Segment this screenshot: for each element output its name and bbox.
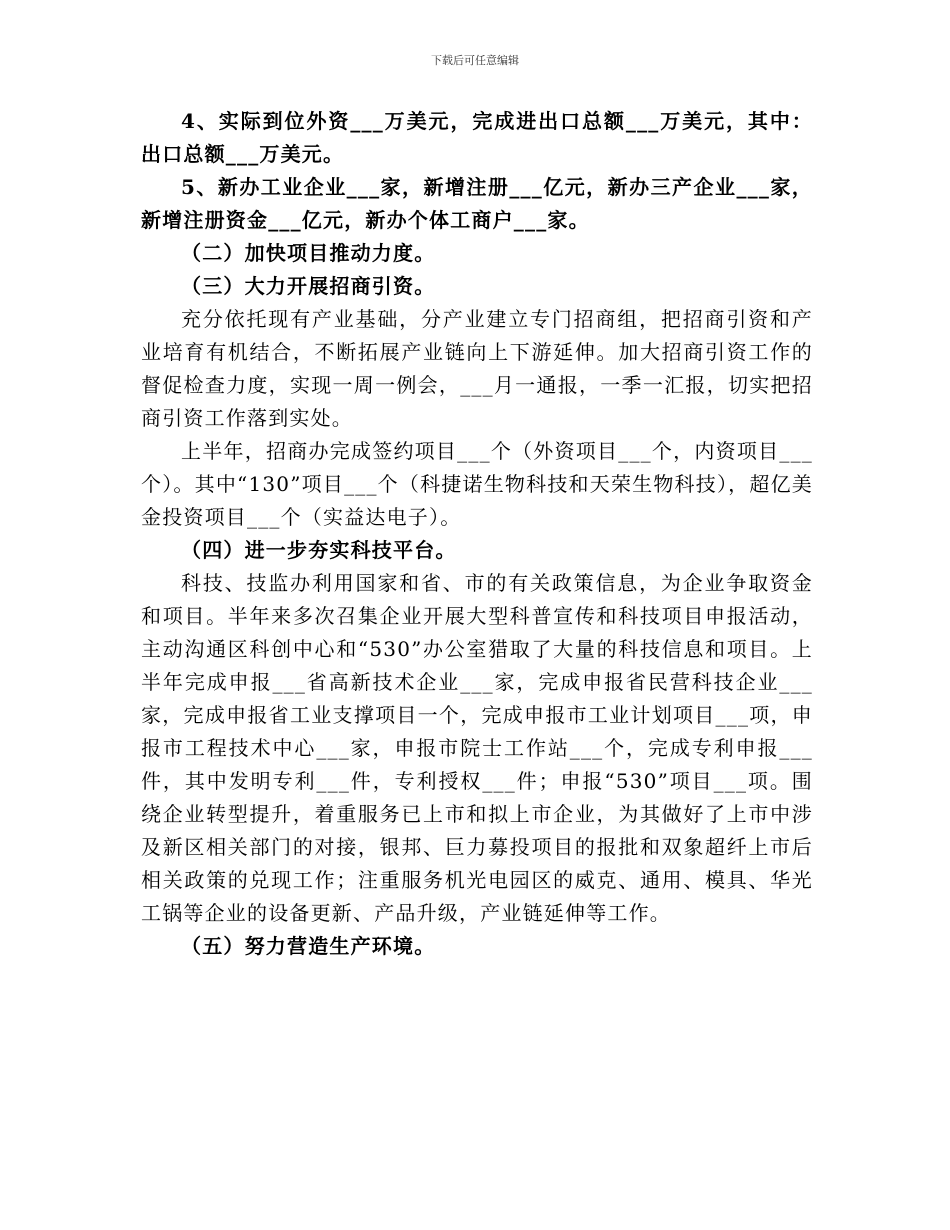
paragraph-first-half: 上半年，招商办完成签约项目___个（外资项目___个，内资项目___个）。其中“130”项目___个（科捷诺生物科技和天荣生物科技），超亿美金投资项目___个（实益达电子）。 (141, 439, 813, 529)
section-heading-2: （二）加快项目推动力度。 (181, 241, 436, 265)
paragraph-item-4: 4、实际到位外资___万美元，完成进出口总额___万美元，其中：出口总额___万美元。 (141, 109, 813, 166)
page-header: 下载后可任意编辑 (431, 54, 519, 67)
paragraph-item-5: 5、新办工业企业___家，新增注册___亿元，新办三产企业___家，新增注册资金___亿元，新办个体工商户___家。 (141, 175, 813, 232)
section-heading-3: （三）大力开展招商引资。 (181, 274, 436, 298)
paragraph-technology: 科技、技监办利用国家和省、市的有关政策信息，为企业争取资金和项目。半年来多次召集企业开展大型科普宣传和科技项目申报活动，主动沟通区科创中心和“530”办公室猎取了大量的科技信息和项目。上半年完成申报___省高新技术企业___家，完成申报省民营科技企业___家，完成申报省工业支撑项目一个，完成申报市工业计划项目___项，申报市工程技术中心___家，申报市院士工作站___个，完成专利申报___件，其中发明专利___件，专利授权___件；申报“530”项目___项。围绕企业转型提升，着重服务已上市和拟上市企业，为其做好了上市中涉及新区相关部门的对接，银邦、巨力募投项目的报批和双象超纤上市后相关政策的兑现工作；注重服务机光电园区的威克、通用、模具、华光工锅等企业的设备更新、产品升级，产业链延伸等工作。 (141, 571, 813, 925)
section-heading-4: （四）进一步夯实科技平台。 (181, 538, 457, 562)
paragraph-investment: 充分依托现有产业基础，分产业建立专门招商组，把招商引资和产业培育有机结合，不断拓展产业链向上下游延伸。加大招商引资工作的督促检查力度，实现一周一例会，___月一通报，一季一汇报，切实把招商引资工作落到实处。 (141, 307, 813, 430)
document-body (141, 105, 813, 963)
section-heading-5: （五）努力营造生产环境。 (181, 934, 436, 958)
